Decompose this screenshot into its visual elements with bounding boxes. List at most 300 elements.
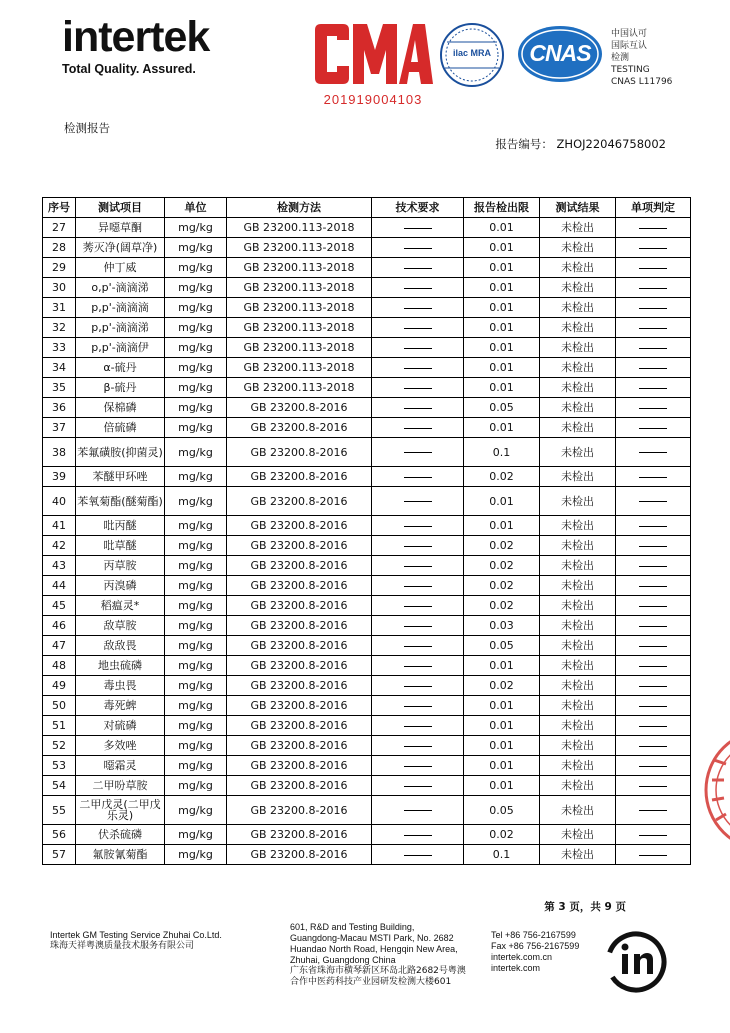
dash-mark bbox=[404, 452, 432, 453]
cell-no: 29 bbox=[43, 258, 76, 278]
cell-method: GB 23200.8-2016 bbox=[227, 596, 372, 616]
cell-judgement bbox=[616, 776, 691, 796]
cell-result: 未检出 bbox=[540, 358, 616, 378]
dash-mark bbox=[639, 228, 667, 229]
cell-no: 55 bbox=[43, 796, 76, 825]
cell-judgement bbox=[616, 358, 691, 378]
cell-no: 39 bbox=[43, 467, 76, 487]
cell-limit: 0.01 bbox=[464, 298, 540, 318]
header-judgement: 单项判定 bbox=[616, 198, 691, 218]
cell-method: GB 23200.113-2018 bbox=[227, 358, 372, 378]
cell-no: 27 bbox=[43, 218, 76, 238]
cell-method: GB 23200.8-2016 bbox=[227, 696, 372, 716]
cma-logo-icon bbox=[309, 20, 437, 92]
company-name-en: Intertek GM Testing Service Zhuhai Co.Ltd. bbox=[50, 930, 222, 940]
cnas-mark bbox=[516, 24, 604, 84]
cell-method: GB 23200.113-2018 bbox=[227, 298, 372, 318]
cell-judgement bbox=[616, 516, 691, 536]
cell-limit: 0.01 bbox=[464, 358, 540, 378]
dash-mark bbox=[404, 501, 432, 502]
dash-mark bbox=[639, 686, 667, 687]
cell-limit: 0.01 bbox=[464, 318, 540, 338]
cell-method: GB 23200.8-2016 bbox=[227, 656, 372, 676]
cell-method: GB 23200.113-2018 bbox=[227, 258, 372, 278]
table-row bbox=[43, 398, 691, 418]
cell-unit: mg/kg bbox=[165, 656, 227, 676]
dash-mark bbox=[639, 328, 667, 329]
cell-unit: mg/kg bbox=[165, 398, 227, 418]
cell-judgement bbox=[616, 716, 691, 736]
dash-mark bbox=[404, 766, 432, 767]
cell-item: 保棉磷 bbox=[76, 398, 165, 418]
cell-judgement bbox=[616, 636, 691, 656]
cell-method: GB 23200.8-2016 bbox=[227, 716, 372, 736]
cell-judgement bbox=[616, 536, 691, 556]
cell-requirement bbox=[372, 676, 464, 696]
cnas-side-line: TESTING bbox=[611, 65, 650, 75]
dash-mark bbox=[404, 428, 432, 429]
dash-mark bbox=[404, 626, 432, 627]
cell-unit: mg/kg bbox=[165, 756, 227, 776]
dash-mark bbox=[404, 666, 432, 667]
dash-mark bbox=[639, 646, 667, 647]
cell-requirement bbox=[372, 656, 464, 676]
dash-mark bbox=[639, 566, 667, 567]
cell-item: 丙草胺 bbox=[76, 556, 165, 576]
cell-limit: 0.01 bbox=[464, 656, 540, 676]
cell-method: GB 23200.8-2016 bbox=[227, 636, 372, 656]
cell-unit: mg/kg bbox=[165, 338, 227, 358]
cell-method: GB 23200.8-2016 bbox=[227, 418, 372, 438]
dash-mark bbox=[404, 786, 432, 787]
header-requirement: 技术要求 bbox=[372, 198, 464, 218]
cell-judgement bbox=[616, 616, 691, 636]
cell-result: 未检出 bbox=[540, 716, 616, 736]
address-line: Zhuhai, Guangdong China bbox=[290, 955, 396, 965]
cell-limit: 0.01 bbox=[464, 258, 540, 278]
table-row bbox=[43, 298, 691, 318]
cell-requirement bbox=[372, 378, 464, 398]
cell-item: 二甲戊灵(二甲戊乐灵) bbox=[76, 796, 165, 825]
cell-judgement bbox=[616, 338, 691, 358]
cell-no: 56 bbox=[43, 825, 76, 845]
dash-mark bbox=[639, 786, 667, 787]
dash-mark bbox=[404, 810, 432, 811]
cell-no: 46 bbox=[43, 616, 76, 636]
cell-unit: mg/kg bbox=[165, 536, 227, 556]
cell-judgement bbox=[616, 556, 691, 576]
cell-no: 33 bbox=[43, 338, 76, 358]
dash-mark bbox=[639, 452, 667, 453]
cell-limit: 0.01 bbox=[464, 418, 540, 438]
table-header-row bbox=[43, 198, 691, 218]
dash-mark bbox=[404, 228, 432, 229]
table-row bbox=[43, 825, 691, 845]
cell-method: GB 23200.8-2016 bbox=[227, 487, 372, 516]
cell-requirement bbox=[372, 358, 464, 378]
cell-requirement bbox=[372, 238, 464, 258]
cell-unit: mg/kg bbox=[165, 696, 227, 716]
cell-requirement bbox=[372, 756, 464, 776]
dash-mark bbox=[639, 766, 667, 767]
dash-mark bbox=[404, 526, 432, 527]
cell-requirement bbox=[372, 616, 464, 636]
cell-no: 51 bbox=[43, 716, 76, 736]
cell-judgement bbox=[616, 238, 691, 258]
cell-requirement bbox=[372, 696, 464, 716]
seal-stamp-icon bbox=[704, 720, 730, 860]
cell-no: 36 bbox=[43, 398, 76, 418]
cell-limit: 0.01 bbox=[464, 278, 540, 298]
table-row bbox=[43, 845, 691, 865]
cnas-accreditation-text bbox=[611, 28, 672, 88]
dash-mark bbox=[404, 835, 432, 836]
cell-limit: 0.02 bbox=[464, 467, 540, 487]
dash-mark bbox=[639, 526, 667, 527]
dash-mark bbox=[639, 268, 667, 269]
cell-judgement bbox=[616, 298, 691, 318]
dash-mark bbox=[639, 746, 667, 747]
cell-method: GB 23200.8-2016 bbox=[227, 776, 372, 796]
dash-mark bbox=[639, 408, 667, 409]
cell-no: 45 bbox=[43, 596, 76, 616]
table-row bbox=[43, 736, 691, 756]
table-row bbox=[43, 536, 691, 556]
cell-no: 40 bbox=[43, 487, 76, 516]
cell-judgement bbox=[616, 278, 691, 298]
header-no: 序号 bbox=[43, 198, 76, 218]
table-row bbox=[43, 218, 691, 238]
table-row bbox=[43, 258, 691, 278]
address-line: Guangdong-Macau MSTI Park, No. 2682 bbox=[290, 933, 454, 943]
cell-method: GB 23200.8-2016 bbox=[227, 825, 372, 845]
dash-mark bbox=[639, 586, 667, 587]
cell-result: 未检出 bbox=[540, 656, 616, 676]
table-row bbox=[43, 418, 691, 438]
dash-mark bbox=[639, 855, 667, 856]
cell-result: 未检出 bbox=[540, 796, 616, 825]
cell-method: GB 23200.8-2016 bbox=[227, 576, 372, 596]
cell-judgement bbox=[616, 438, 691, 467]
cell-method: GB 23200.8-2016 bbox=[227, 536, 372, 556]
contact-web: intertek.com bbox=[491, 963, 541, 973]
cell-result: 未检出 bbox=[540, 398, 616, 418]
dash-mark bbox=[404, 855, 432, 856]
dash-mark bbox=[639, 835, 667, 836]
intertek-in-logo-icon bbox=[604, 930, 668, 994]
cell-item: 苯氧菊酯(醚菊酯) bbox=[76, 487, 165, 516]
footer-company bbox=[50, 930, 222, 952]
contact-fax: Fax +86 756-2167599 bbox=[491, 941, 580, 951]
header-unit: 单位 bbox=[165, 198, 227, 218]
report-number bbox=[495, 136, 666, 152]
cell-item: 异噁草酮 bbox=[76, 218, 165, 238]
cell-item: 毒虫畏 bbox=[76, 676, 165, 696]
cell-method: GB 23200.113-2018 bbox=[227, 218, 372, 238]
cell-item: 稻瘟灵* bbox=[76, 596, 165, 616]
cell-no: 54 bbox=[43, 776, 76, 796]
cell-result: 未检出 bbox=[540, 776, 616, 796]
cell-unit: mg/kg bbox=[165, 556, 227, 576]
cell-unit: mg/kg bbox=[165, 596, 227, 616]
cell-requirement bbox=[372, 736, 464, 756]
dash-mark bbox=[404, 408, 432, 409]
dash-mark bbox=[404, 606, 432, 607]
cell-result: 未检出 bbox=[540, 218, 616, 238]
cell-requirement bbox=[372, 467, 464, 487]
cell-requirement bbox=[372, 636, 464, 656]
cell-method: GB 23200.113-2018 bbox=[227, 278, 372, 298]
cell-unit: mg/kg bbox=[165, 358, 227, 378]
dash-mark bbox=[639, 666, 667, 667]
table-body bbox=[43, 218, 691, 865]
cell-judgement bbox=[616, 218, 691, 238]
cell-method: GB 23200.8-2016 bbox=[227, 676, 372, 696]
dash-mark bbox=[639, 501, 667, 502]
dash-mark bbox=[639, 388, 667, 389]
cell-result: 未检出 bbox=[540, 825, 616, 845]
contact-web-cn: intertek.com.cn bbox=[491, 952, 553, 962]
cell-item: 地虫硫磷 bbox=[76, 656, 165, 676]
cell-limit: 0.1 bbox=[464, 438, 540, 467]
cell-no: 48 bbox=[43, 656, 76, 676]
table-row bbox=[43, 616, 691, 636]
table-row bbox=[43, 338, 691, 358]
cell-limit: 0.05 bbox=[464, 398, 540, 418]
cell-unit: mg/kg bbox=[165, 636, 227, 656]
cell-limit: 0.03 bbox=[464, 616, 540, 636]
cell-no: 47 bbox=[43, 636, 76, 656]
table-row bbox=[43, 636, 691, 656]
contact-tel: Tel +86 756-2167599 bbox=[491, 930, 576, 940]
cell-limit: 0.01 bbox=[464, 238, 540, 258]
cell-judgement bbox=[616, 487, 691, 516]
cell-judgement bbox=[616, 825, 691, 845]
table-row bbox=[43, 438, 691, 467]
cell-item: 吡丙醚 bbox=[76, 516, 165, 536]
company-name-cn: 珠海天祥粤澳质量技术服务有限公司 bbox=[50, 941, 195, 951]
cell-method: GB 23200.8-2016 bbox=[227, 438, 372, 467]
dash-mark bbox=[639, 248, 667, 249]
ilac-mra-mark bbox=[439, 22, 505, 88]
cell-method: GB 23200.113-2018 bbox=[227, 238, 372, 258]
cell-result: 未检出 bbox=[540, 278, 616, 298]
header-item: 测试项目 bbox=[76, 198, 165, 218]
table-row bbox=[43, 278, 691, 298]
dash-mark bbox=[404, 348, 432, 349]
cell-judgement bbox=[616, 736, 691, 756]
address-line: Huandao North Road, Hengqin New Area, bbox=[290, 944, 458, 954]
cell-method: GB 23200.8-2016 bbox=[227, 796, 372, 825]
cell-requirement bbox=[372, 825, 464, 845]
cell-unit: mg/kg bbox=[165, 298, 227, 318]
cell-unit: mg/kg bbox=[165, 736, 227, 756]
cell-requirement bbox=[372, 516, 464, 536]
cell-result: 未检出 bbox=[540, 636, 616, 656]
cell-result: 未检出 bbox=[540, 298, 616, 318]
cell-unit: mg/kg bbox=[165, 576, 227, 596]
table-row bbox=[43, 358, 691, 378]
cell-result: 未检出 bbox=[540, 596, 616, 616]
cell-requirement bbox=[372, 258, 464, 278]
cell-limit: 0.02 bbox=[464, 556, 540, 576]
ilac-label: ilac MRA bbox=[452, 48, 491, 58]
cell-requirement bbox=[372, 338, 464, 358]
dash-mark bbox=[639, 308, 667, 309]
cell-limit: 0.01 bbox=[464, 716, 540, 736]
cnas-side-line: 国际互认 bbox=[611, 41, 648, 51]
dash-mark bbox=[404, 308, 432, 309]
cell-requirement bbox=[372, 796, 464, 825]
cell-limit: 0.02 bbox=[464, 596, 540, 616]
cell-result: 未检出 bbox=[540, 756, 616, 776]
cell-limit: 0.01 bbox=[464, 516, 540, 536]
cell-limit: 0.02 bbox=[464, 825, 540, 845]
dash-mark bbox=[639, 810, 667, 811]
table-row bbox=[43, 756, 691, 776]
cell-item: 二甲吩草胺 bbox=[76, 776, 165, 796]
dash-mark bbox=[404, 586, 432, 587]
cell-unit: mg/kg bbox=[165, 796, 227, 825]
cell-limit: 0.01 bbox=[464, 776, 540, 796]
cell-item: 吡草醚 bbox=[76, 536, 165, 556]
cell-limit: 0.05 bbox=[464, 636, 540, 656]
footer-address bbox=[290, 922, 500, 988]
cell-limit: 0.01 bbox=[464, 736, 540, 756]
cell-item: p,p'-滴滴伊 bbox=[76, 338, 165, 358]
header-limit: 报告检出限 bbox=[464, 198, 540, 218]
cell-item: 倍硫磷 bbox=[76, 418, 165, 438]
dash-mark bbox=[639, 626, 667, 627]
cell-judgement bbox=[616, 656, 691, 676]
cell-requirement bbox=[372, 556, 464, 576]
address-line: 合作中医药科技产业园研发检测大楼601 bbox=[290, 977, 452, 987]
cell-judgement bbox=[616, 596, 691, 616]
cell-item: 敌草胺 bbox=[76, 616, 165, 636]
cell-no: 41 bbox=[43, 516, 76, 536]
logo-tagline: Total Quality. Assured. bbox=[62, 62, 196, 76]
cell-limit: 0.01 bbox=[464, 487, 540, 516]
cell-judgement bbox=[616, 258, 691, 278]
cell-result: 未检出 bbox=[540, 258, 616, 278]
dash-mark bbox=[639, 477, 667, 478]
cell-no: 53 bbox=[43, 756, 76, 776]
footer-contact bbox=[491, 930, 579, 974]
dash-mark bbox=[404, 388, 432, 389]
cell-judgement bbox=[616, 418, 691, 438]
table-row bbox=[43, 696, 691, 716]
cell-requirement bbox=[372, 487, 464, 516]
cell-result: 未检出 bbox=[540, 238, 616, 258]
cell-judgement bbox=[616, 576, 691, 596]
cell-requirement bbox=[372, 298, 464, 318]
table-row bbox=[43, 576, 691, 596]
cell-method: GB 23200.113-2018 bbox=[227, 338, 372, 358]
cell-unit: mg/kg bbox=[165, 318, 227, 338]
cell-item: 对硫磷 bbox=[76, 716, 165, 736]
cell-item: 苯醚甲环唑 bbox=[76, 467, 165, 487]
cell-unit: mg/kg bbox=[165, 418, 227, 438]
dash-mark bbox=[639, 288, 667, 289]
table-row bbox=[43, 467, 691, 487]
cell-requirement bbox=[372, 536, 464, 556]
cell-unit: mg/kg bbox=[165, 278, 227, 298]
cell-unit: mg/kg bbox=[165, 825, 227, 845]
table-row bbox=[43, 656, 691, 676]
cell-judgement bbox=[616, 467, 691, 487]
table-row bbox=[43, 516, 691, 536]
cell-no: 44 bbox=[43, 576, 76, 596]
cell-item: 毒死蜱 bbox=[76, 696, 165, 716]
logo-wordmark: intertek bbox=[62, 13, 210, 61]
cell-result: 未检出 bbox=[540, 467, 616, 487]
cell-judgement bbox=[616, 696, 691, 716]
cell-requirement bbox=[372, 418, 464, 438]
cell-no: 38 bbox=[43, 438, 76, 467]
cell-no: 49 bbox=[43, 676, 76, 696]
table-row bbox=[43, 776, 691, 796]
cell-judgement bbox=[616, 796, 691, 825]
dash-mark bbox=[639, 428, 667, 429]
cell-limit: 0.01 bbox=[464, 696, 540, 716]
cell-result: 未检出 bbox=[540, 487, 616, 516]
cell-item: 伏杀硫磷 bbox=[76, 825, 165, 845]
cell-unit: mg/kg bbox=[165, 616, 227, 636]
dash-mark bbox=[404, 546, 432, 547]
cell-unit: mg/kg bbox=[165, 845, 227, 865]
cnas-side-line: CNAS L11796 bbox=[611, 77, 673, 87]
cell-result: 未检出 bbox=[540, 378, 616, 398]
cell-unit: mg/kg bbox=[165, 776, 227, 796]
dash-mark bbox=[639, 706, 667, 707]
cell-no: 30 bbox=[43, 278, 76, 298]
cell-item: 氟胺氰菊酯 bbox=[76, 845, 165, 865]
cell-judgement bbox=[616, 676, 691, 696]
cell-requirement bbox=[372, 596, 464, 616]
report-number-label: 报告编号： bbox=[495, 137, 553, 151]
cell-item: 莠灭净(阔草净) bbox=[76, 238, 165, 258]
cell-method: GB 23200.8-2016 bbox=[227, 756, 372, 776]
cell-unit: mg/kg bbox=[165, 716, 227, 736]
cell-result: 未检出 bbox=[540, 438, 616, 467]
cell-no: 32 bbox=[43, 318, 76, 338]
table-row bbox=[43, 238, 691, 258]
cnas-label: CNAS bbox=[529, 40, 591, 66]
table-row bbox=[43, 378, 691, 398]
document-type: 检测报告 bbox=[64, 121, 110, 135]
cell-no: 57 bbox=[43, 845, 76, 865]
cell-requirement bbox=[372, 776, 464, 796]
dash-mark bbox=[404, 288, 432, 289]
cell-method: GB 23200.8-2016 bbox=[227, 616, 372, 636]
cell-no: 35 bbox=[43, 378, 76, 398]
header-method: 检测方法 bbox=[227, 198, 372, 218]
table-row bbox=[43, 676, 691, 696]
cell-requirement bbox=[372, 438, 464, 467]
dash-mark bbox=[639, 726, 667, 727]
cell-result: 未检出 bbox=[540, 536, 616, 556]
cell-method: GB 23200.8-2016 bbox=[227, 398, 372, 418]
cell-item: 丙溴磷 bbox=[76, 576, 165, 596]
cell-limit: 0.01 bbox=[464, 218, 540, 238]
dash-mark bbox=[404, 726, 432, 727]
cell-limit: 0.01 bbox=[464, 338, 540, 358]
cell-result: 未检出 bbox=[540, 338, 616, 358]
cell-unit: mg/kg bbox=[165, 258, 227, 278]
cell-no: 34 bbox=[43, 358, 76, 378]
cma-number: 201919004103 bbox=[323, 92, 423, 107]
cnas-side-line: 中国认可 bbox=[611, 29, 648, 39]
